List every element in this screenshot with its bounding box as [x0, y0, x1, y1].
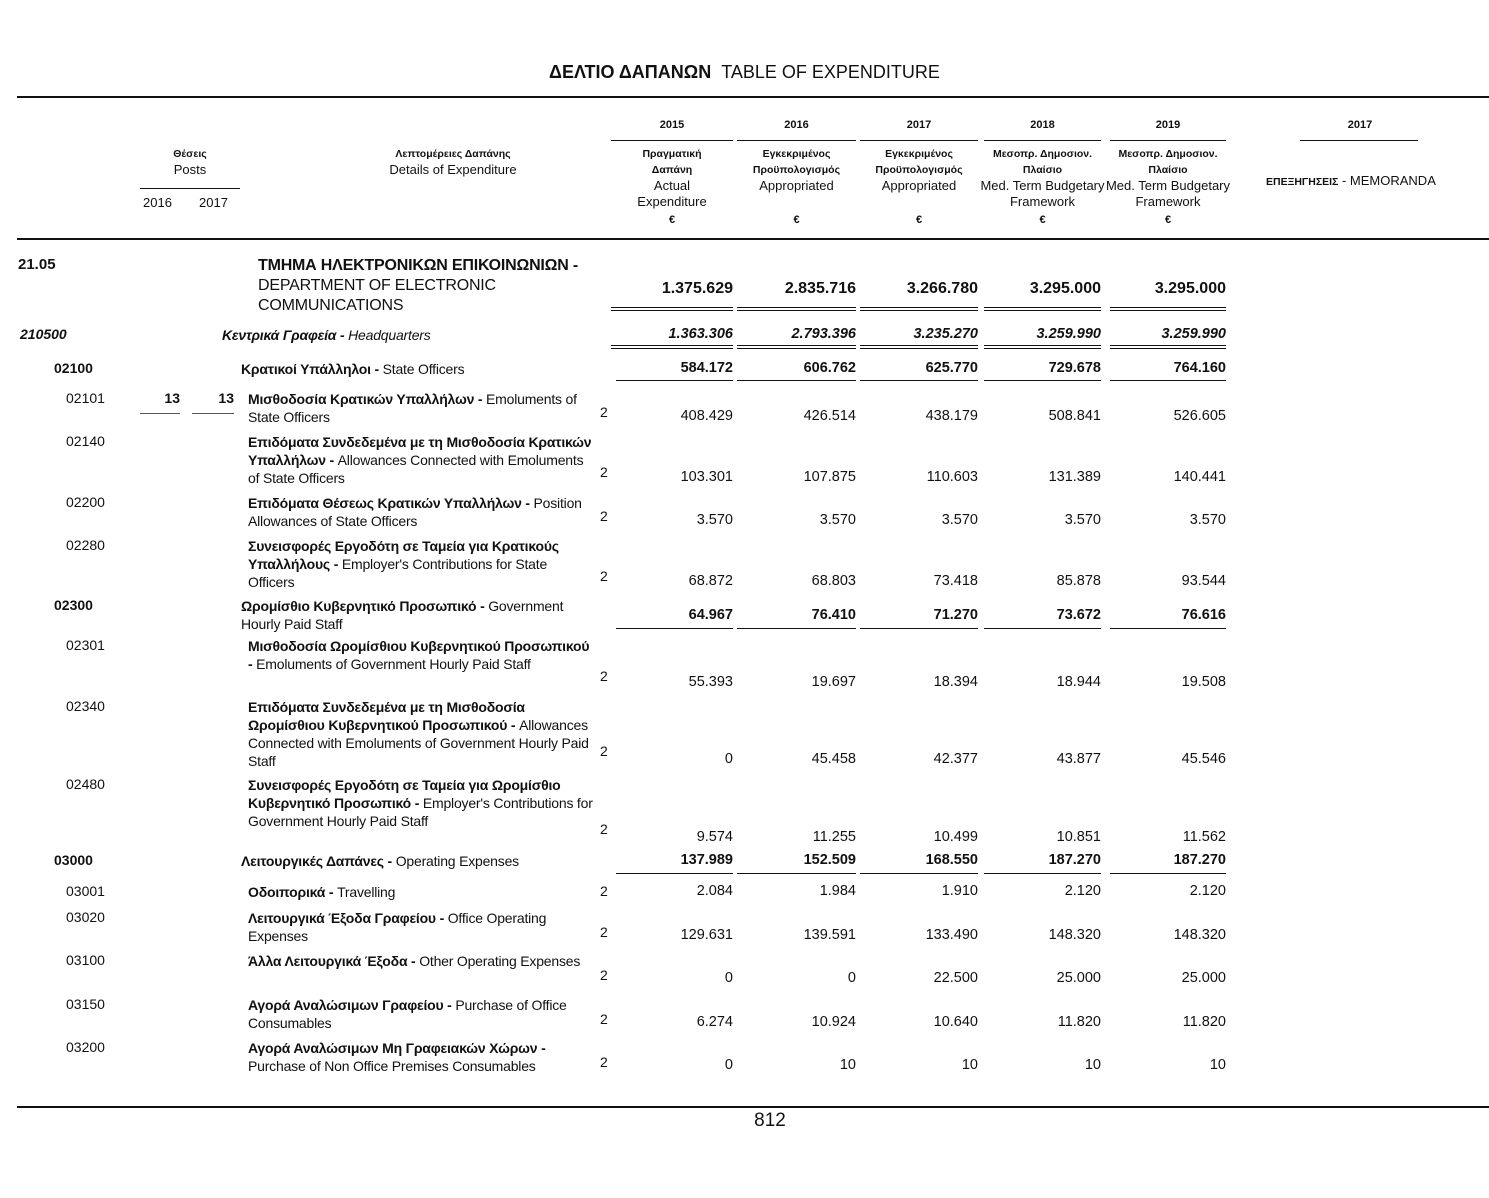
total-double-underline — [1110, 345, 1226, 349]
subtotal-underline — [737, 628, 856, 629]
row-code: 03001 — [66, 883, 105, 899]
row-value: 1.375.629 — [661, 280, 733, 297]
row-value: 76.616 — [1181, 607, 1226, 623]
row-value: 6.274 — [696, 1014, 733, 1030]
row-value: 10.640 — [933, 1014, 978, 1030]
column-year: 2018 — [1030, 119, 1055, 131]
currency-symbol: € — [668, 214, 676, 226]
column-greek-label: Εγκεκριμένος — [762, 148, 831, 160]
memoranda-greek: ΕΠΕΞΗΓΗΣΕΙΣ — [1266, 176, 1339, 188]
row-value: 73.418 — [933, 573, 978, 589]
row-description: Αγορά Αναλώσιμων Γραφείου - Purchase of Office Consumables — [248, 997, 567, 1031]
row-value: 2.120 — [1189, 883, 1226, 899]
row-value: 22.500 — [933, 970, 978, 986]
row-value: 85.878 — [1056, 573, 1101, 589]
column-english-label: Actual — [653, 178, 691, 193]
row-value: 64.967 — [688, 607, 733, 623]
description-english: Allowances Connected with Emoluments of State Officers — [248, 452, 584, 486]
column-header — [603, 146, 741, 210]
posts-year-2017: 2017 — [199, 195, 228, 210]
row-value: 2.793.396 — [791, 326, 856, 342]
posts-underline — [140, 413, 180, 414]
column-header — [1102, 146, 1234, 210]
page-number: 812 — [754, 1110, 786, 1131]
column-english-label: Med. Term Budgetary — [1105, 178, 1231, 193]
row-value: 19.508 — [1181, 674, 1226, 690]
row-value: 0 — [724, 1057, 733, 1073]
row-value: 3.259.990 — [1161, 326, 1226, 342]
column-year-underline — [737, 140, 856, 141]
row-value: 625.770 — [925, 360, 978, 376]
memoranda-year: 2017 — [1347, 119, 1373, 131]
row-note-ref: 2 — [600, 668, 608, 684]
memoranda-underline — [1300, 140, 1418, 141]
row-value: 68.872 — [688, 573, 733, 589]
row-value: 526.605 — [1173, 408, 1226, 424]
row-value: 2.084 — [696, 883, 733, 899]
description-greek: Μισθοδοσία Κρατικών Υπαλλήλων — [248, 391, 478, 407]
currency-symbol: € — [793, 214, 800, 226]
posts-2016: 13 — [164, 390, 180, 406]
row-value: 93.544 — [1181, 573, 1226, 589]
memoranda-header: ΕΠΕΞΗΓΗΣΕΙΣ - MEMORANDA — [1266, 173, 1436, 188]
row-value: 438.179 — [925, 408, 978, 424]
column-english-label: Framework — [1009, 194, 1075, 209]
row-value: 140.441 — [1173, 469, 1226, 485]
row-note-ref: 2 — [600, 508, 608, 524]
description-greek: Αγορά Αναλώσιμων Μη Γραφειακών Χώρων — [248, 1040, 542, 1056]
title-english: TABLE OF EXPENDITURE — [721, 62, 940, 82]
column-english-label: Expenditure — [637, 194, 707, 209]
column-greek-label: Μεσοπρ. Δημοσιον. — [1118, 148, 1218, 160]
row-value: 3.295.000 — [1029, 280, 1101, 297]
currency-symbol: € — [1039, 214, 1046, 226]
row-value: 11.820 — [1057, 1014, 1101, 1030]
row-note-ref: 2 — [600, 464, 608, 480]
row-value: 10 — [839, 1057, 856, 1073]
description-english: Headquarters — [348, 327, 431, 343]
row-description: ΤΜΗΜΑ ΗΛΕΚΤΡΟΝΙΚΩΝ ΕΠΙΚΟΙΝΩΝΙΩΝ - DEPARTMENT OF ELECTRONIC COMMUNICATIONS — [258, 257, 579, 314]
description-greek: Επιδόματα Θέσεως Κρατικών Υπαλλήλων — [248, 495, 526, 511]
row-code: 02340 — [66, 698, 105, 714]
column-english-label: Med. Term Budgetary — [980, 178, 1105, 193]
row-value: 408.429 — [680, 408, 733, 424]
column-greek-label: Εγκεκριμένος — [885, 148, 953, 160]
row-value: 3.570 — [819, 512, 856, 528]
title-greek: ΔΕΛΤΙΟ ΔΑΠΑΝΩΝ — [549, 62, 712, 82]
row-note-ref: 2 — [600, 967, 608, 983]
row-value: 129.631 — [680, 927, 733, 943]
row-note-ref: 2 — [600, 1011, 608, 1027]
row-value: 3.570 — [1189, 512, 1226, 528]
description-greek: Συνεισφορές Εργοδότη σε Ταμεία για Κρατικούς Υπαλλήλους — [248, 538, 559, 572]
row-value: 168.550 — [925, 852, 978, 868]
description-greek: Αγορά Αναλώσιμων Γραφείου — [248, 997, 448, 1013]
row-description: Κρατικοί Υπάλληλοι - State Officers — [241, 361, 465, 377]
row-description: Λειτουργικά Έξοδα Γραφείου - Office Operating Expenses — [248, 910, 547, 944]
row-value: 18.944 — [1056, 674, 1101, 690]
row-value: 148.320 — [1173, 927, 1226, 943]
row-value: 131.389 — [1048, 469, 1101, 485]
row-code: 21.05 — [18, 256, 56, 273]
column-year: 2019 — [1155, 119, 1181, 131]
row-value: 606.762 — [803, 360, 856, 376]
description-english: Position Allowances of State Officers — [248, 495, 582, 529]
row-description: Λειτουργικές Δαπάνες - Operating Expenses — [241, 853, 519, 869]
description-english: Government Hourly Paid Staff — [241, 598, 564, 632]
row-value: 137.989 — [680, 852, 733, 868]
row-value: 187.270 — [1173, 852, 1226, 868]
description-english: Travelling — [337, 884, 396, 900]
subtotal-underline — [860, 380, 978, 381]
row-note-ref: 2 — [600, 883, 608, 899]
row-description: Άλλα Λειτουργικά Έξοδα - Other Operating Expenses — [248, 953, 581, 969]
row-value: 1.363.306 — [668, 326, 733, 342]
description-english: Emoluments of State Officers — [248, 391, 577, 425]
column-year: 2016 — [784, 119, 809, 131]
footer-rule — [17, 1106, 1489, 1108]
row-value: 0 — [724, 970, 733, 986]
column-year: 2017 — [906, 119, 932, 131]
row-value: 43.877 — [1056, 751, 1101, 767]
column-greek-label: Πλαίσιο — [1022, 164, 1063, 176]
subtotal-underline — [737, 380, 856, 381]
row-code: 02200 — [66, 494, 105, 510]
row-value: 11.255 — [812, 829, 856, 845]
row-value: 3.266.780 — [906, 280, 978, 297]
description-greek: Άλλα Λειτουργικά Έξοδα — [248, 953, 412, 969]
row-note-ref: 2 — [600, 821, 608, 837]
description-greek: Λειτουργικά Έξοδα Γραφείου — [248, 910, 440, 926]
row-value: 25.000 — [1056, 970, 1101, 986]
row-value: 2.835.716 — [784, 280, 856, 297]
row-description: Αγορά Αναλώσιμων Μη Γραφειακών Χώρων - Purchase of Non Office Premises Consumables — [248, 1040, 546, 1074]
row-value: 73.672 — [1056, 607, 1101, 623]
total-double-underline — [737, 307, 856, 311]
row-code: 02140 — [66, 433, 105, 449]
row-value: 11.820 — [1182, 1014, 1226, 1030]
row-value: 110.603 — [926, 469, 978, 485]
row-value: 10 — [1084, 1057, 1101, 1073]
column-greek-label: Πραγματική — [642, 148, 702, 160]
row-value: 187.270 — [1048, 852, 1101, 868]
row-value: 1.910 — [941, 883, 978, 899]
row-value: 10.499 — [933, 829, 978, 845]
subtotal-underline — [616, 628, 733, 629]
row-value: 3.295.000 — [1154, 280, 1226, 297]
details-greek: Λεπτομέρειες Δαπάνης — [395, 148, 511, 160]
row-value: 133.490 — [925, 927, 978, 943]
subtotal-underline — [984, 628, 1101, 629]
description-greek: Συνεισφορές Εργοδότη σε Ταμεία για Ωρομίσθιο Κυβερνητικό Προσωπικό — [248, 777, 561, 811]
details-header — [353, 146, 553, 178]
row-code: 03150 — [66, 996, 105, 1012]
column-greek-label: Προϋπολογισμός — [875, 164, 963, 176]
row-value: 10.924 — [811, 1014, 856, 1030]
row-value: 11.562 — [1182, 829, 1226, 845]
row-note-ref: 2 — [600, 1054, 608, 1070]
row-value: 3.570 — [1064, 512, 1101, 528]
row-note-ref: 2 — [600, 924, 608, 940]
row-code: 210500 — [20, 326, 67, 342]
row-value: 19.697 — [811, 674, 856, 690]
row-note-ref: 2 — [600, 568, 608, 584]
subtotal-underline — [737, 873, 856, 874]
total-double-underline — [611, 307, 733, 311]
description-greek: Λειτουργικές Δαπάνες — [241, 853, 388, 869]
row-value: 152.509 — [803, 852, 856, 868]
row-value: 3.570 — [696, 512, 733, 528]
description-greek: ΤΜΗΜΑ ΗΛΕΚΤΡΟΝΙΚΩΝ ΕΠΙΚΟΙΝΩΝΙΩΝ — [258, 257, 573, 274]
row-note-ref: 2 — [600, 743, 608, 759]
currency-symbol: € — [1164, 214, 1172, 226]
description-greek: Κρατικοί Υπάλληλοι — [241, 361, 375, 377]
description-greek: Επιδόματα Συνδεδεμένα με τη Μισθοδοσία Ωρομίσθιου Κυβερνητικού Προσωπικού — [248, 699, 525, 733]
column-year-underline — [860, 140, 978, 141]
currency-symbol: € — [915, 214, 923, 226]
subtotal-underline — [616, 873, 733, 874]
row-value: 584.172 — [680, 360, 733, 376]
row-code: 03100 — [66, 952, 105, 968]
description-english: Other Operating Expenses — [419, 953, 581, 969]
header-top-rule — [17, 96, 1489, 98]
subtotal-underline — [984, 873, 1101, 874]
column-greek-label: Μεσοπρ. Δημοσιον. — [992, 148, 1093, 160]
row-code: 03020 — [66, 909, 105, 925]
row-code: 03200 — [66, 1039, 105, 1055]
row-value: 764.160 — [1173, 360, 1226, 376]
row-value: 45.458 — [811, 751, 856, 767]
row-value: 76.410 — [811, 607, 856, 623]
row-value: 107.875 — [803, 469, 856, 485]
column-header — [852, 146, 986, 194]
row-code: 02100 — [54, 360, 93, 376]
description-english: Employer's Contributions for Government Hourly Paid Staff — [248, 795, 593, 829]
description-greek: Κεντρικά Γραφεία — [222, 327, 340, 343]
row-value: 10.851 — [1056, 829, 1101, 845]
description-english: Purchase of Office Consumables — [248, 997, 567, 1031]
subtotal-underline — [860, 628, 978, 629]
posts-year-2016: 2016 — [143, 195, 172, 210]
description-greek: Ωρομίσθιο Κυβερνητικό Προσωπικό — [241, 598, 481, 614]
total-double-underline — [737, 345, 856, 349]
description-greek: Επιδόματα Συνδεδεμένα με τη Μισθοδοσία Κρατικών Υπαλλήλων — [248, 434, 592, 468]
column-english-label: Appropriated — [759, 178, 834, 193]
description-english: Emoluments of Government Hourly Paid Staff — [256, 656, 531, 672]
memoranda-english: MEMORANDA — [1349, 173, 1436, 188]
row-value: 9.574 — [696, 829, 733, 845]
description-english: Operating Expenses — [395, 853, 519, 869]
row-value: 25.000 — [1181, 970, 1226, 986]
row-value: 508.841 — [1048, 408, 1101, 424]
row-value: 55.393 — [688, 674, 733, 690]
row-value: 18.394 — [933, 674, 978, 690]
details-english: Details of Expenditure — [389, 162, 517, 177]
header-bottom-rule — [17, 238, 1489, 240]
row-description: Ωρομίσθιο Κυβερνητικό Προσωπικό - Government Hourly Paid Staff — [241, 598, 564, 632]
column-greek-label: Προϋπολογισμός — [752, 164, 841, 176]
document-title — [0, 62, 1489, 83]
subtotal-underline — [1110, 873, 1226, 874]
row-value: 71.270 — [933, 607, 978, 623]
row-value: 68.803 — [811, 573, 856, 589]
column-year-underline — [1110, 140, 1226, 141]
posts-english: Posts — [173, 162, 207, 177]
posts-header — [140, 146, 240, 178]
description-english: Purchase of Non Office Premises Consumables — [248, 1058, 536, 1074]
row-description: Συνεισφορές Εργοδότη σε Ταμεία για Κρατικούς Υπαλλήλους - Employer's Contributions for State Officers — [248, 538, 559, 590]
column-year-underline — [984, 140, 1101, 141]
description-english: DEPARTMENT OF ELECTRONIC COMMUNICATIONS — [258, 277, 496, 314]
total-double-underline — [860, 345, 978, 349]
row-value: 1.984 — [819, 883, 856, 899]
subtotal-underline — [1110, 380, 1226, 381]
column-english-label: Framework — [1135, 194, 1201, 209]
row-value: 426.514 — [803, 408, 856, 424]
description-english: Employer's Contributions for State Officers — [248, 556, 548, 590]
subtotal-underline — [1110, 628, 1226, 629]
row-description: Κεντρικά Γραφεία - Headquarters — [222, 327, 431, 343]
column-year: 2015 — [659, 119, 685, 131]
row-value: 103.301 — [680, 469, 733, 485]
row-description: Μισθοδοσία Ωρομίσθιου Κυβερνητικού Προσωπικού - Emoluments of Government Hourly Paid Staff — [248, 638, 590, 672]
row-value: 10 — [961, 1057, 978, 1073]
row-value: 148.320 — [1048, 927, 1101, 943]
row-code: 02480 — [66, 776, 105, 792]
row-value: 139.591 — [803, 927, 856, 943]
column-year-underline — [611, 140, 733, 141]
total-double-underline — [984, 345, 1101, 349]
row-code: 02280 — [66, 537, 105, 553]
row-description: Επιδόματα Συνδεδεμένα με τη Μισθοδοσία Κρατικών Υπαλλήλων - Allowances Connected with Emoluments of State Officers — [248, 434, 592, 486]
row-value: 3.259.990 — [1036, 326, 1101, 342]
row-value: 3.570 — [941, 512, 978, 528]
total-double-underline — [860, 307, 978, 311]
column-english-label: Appropriated — [881, 178, 957, 193]
posts-2017: 13 — [218, 390, 234, 406]
column-greek-label: Πλαίσιο — [1148, 164, 1188, 176]
row-code: 02101 — [66, 390, 105, 406]
total-double-underline — [984, 307, 1101, 311]
posts-greek: Θέσεις — [173, 148, 207, 160]
subtotal-underline — [984, 380, 1101, 381]
description-english: Office Operating Expenses — [248, 910, 547, 944]
column-greek-label: Δαπάνη — [651, 164, 693, 176]
row-code: 02300 — [54, 597, 93, 613]
row-description: Επιδόματα Συνδεδεμένα με τη Μισθοδοσία Ωρομίσθιου Κυβερνητικού Προσωπικού - Allowances Connected with Emoluments of Government Hourly Paid Staff — [248, 699, 589, 769]
row-value: 0 — [847, 970, 856, 986]
row-note-ref: 2 — [600, 404, 608, 420]
posts-underline — [192, 413, 234, 414]
description-english: State Officers — [382, 361, 465, 377]
row-value: 0 — [724, 751, 733, 767]
row-code: 03000 — [54, 852, 93, 868]
column-header — [729, 146, 864, 194]
posts-underline — [140, 188, 240, 189]
row-value: 3.235.270 — [913, 326, 978, 342]
row-value: 729.678 — [1048, 360, 1101, 376]
row-value: 45.546 — [1181, 751, 1226, 767]
subtotal-underline — [860, 873, 978, 874]
total-double-underline — [1110, 307, 1226, 311]
row-value: 2.120 — [1064, 883, 1101, 899]
row-code: 02301 — [66, 637, 105, 653]
row-description: Μισθοδοσία Κρατικών Υπαλλήλων - Emoluments of State Officers — [248, 391, 577, 425]
row-description: Συνεισφορές Εργοδότη σε Ταμεία για Ωρομίσθιο Κυβερνητικό Προσωπικό - Employer's Contributions for Government Hourly Paid Staff — [248, 777, 593, 829]
total-double-underline — [611, 345, 733, 349]
row-value: 42.377 — [933, 751, 978, 767]
row-description: Επιδόματα Θέσεως Κρατικών Υπαλλήλων - Position Allowances of State Officers — [248, 495, 582, 529]
row-value: 10 — [1209, 1057, 1226, 1073]
column-header — [976, 146, 1109, 210]
description-greek: Οδοιπορικά — [248, 884, 329, 900]
row-description: Οδοιπορικά - Travelling — [248, 884, 396, 900]
subtotal-underline — [616, 380, 733, 381]
description-greek: Μισθοδοσία Ωρομίσθιου Κυβερνητικού Προσωπικού — [248, 638, 590, 654]
description-english: Allowances Connected with Emoluments of Government Hourly Paid Staff — [248, 717, 589, 769]
